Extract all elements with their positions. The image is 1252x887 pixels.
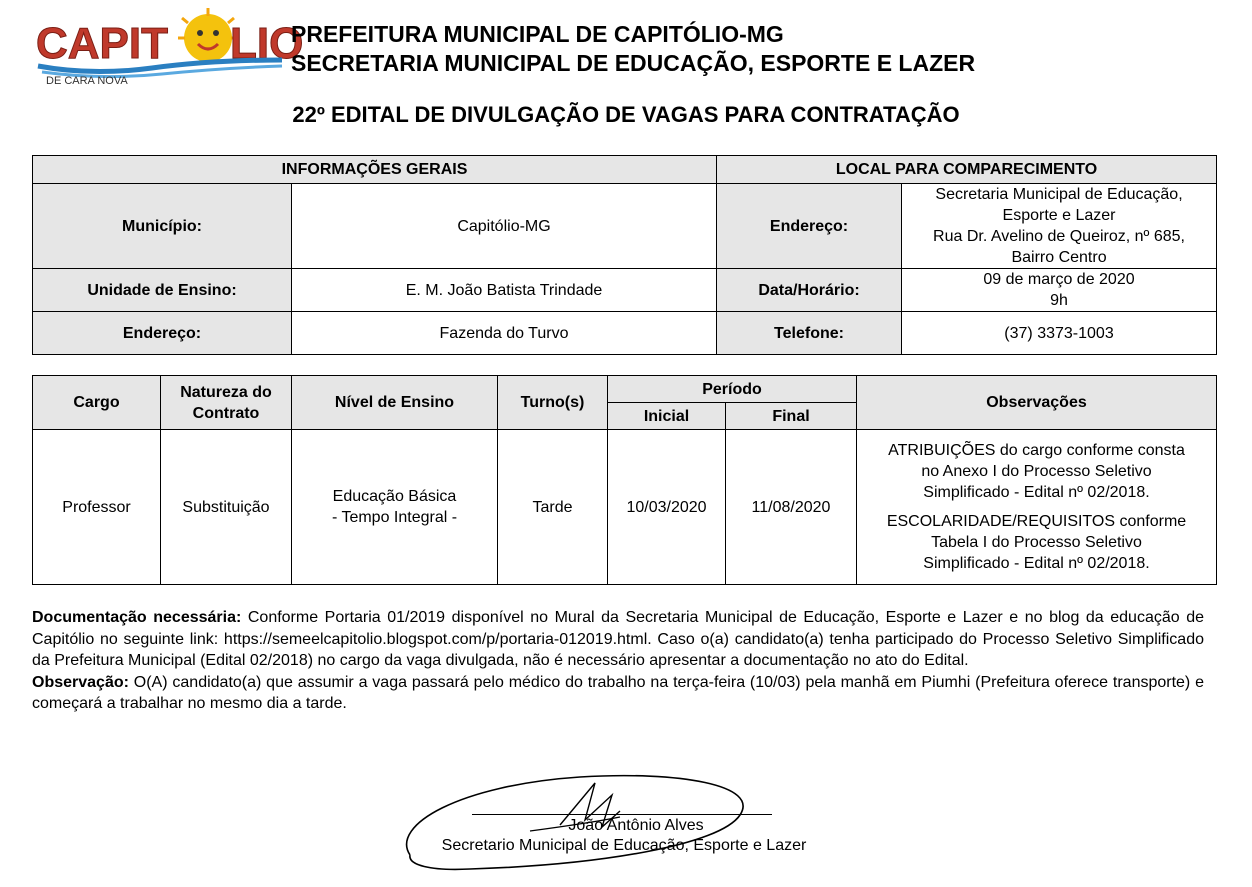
header-nivel: Nível de Ensino xyxy=(292,376,498,430)
value-data-horario: 09 de março de 2020 9h xyxy=(902,269,1217,312)
header-natureza: Natureza do Contrato xyxy=(161,376,292,430)
header-observacoes: Observações xyxy=(857,376,1217,430)
value-telefone: (37) 3373-1003 xyxy=(902,312,1217,355)
header-final: Final xyxy=(726,403,857,430)
logo-word-right: LIO xyxy=(230,19,304,68)
value-endereco: Fazenda do Turvo xyxy=(292,312,717,355)
header-cargo: Cargo xyxy=(33,376,161,430)
sun-icon xyxy=(178,8,238,62)
header-turno: Turno(s) xyxy=(498,376,608,430)
header-informacoes-gerais: INFORMAÇÕES GERAIS xyxy=(33,156,717,184)
header-inicial: Inicial xyxy=(608,403,726,430)
cell-final: 11/08/2020 xyxy=(726,430,857,585)
header-periodo: Período xyxy=(608,376,857,403)
label-telefone: Telefone: xyxy=(717,312,902,355)
signatory-name: João Antônio Alves xyxy=(568,817,704,834)
note-observacao: Observação: O(A) candidato(a) que assumir a vaga passará pelo médico do trabalho na terça-feira (10/03) pela manhã em Piumhi (Prefeitura oferece transporte) e começará a trabalhar no mesmo dia a tarde. xyxy=(32,673,1204,712)
label-endereco: Endereço: xyxy=(33,312,292,355)
logo-tagline: DE CARA NOVA xyxy=(46,75,128,87)
cell-turno: Tarde xyxy=(498,430,608,585)
org-header xyxy=(291,20,975,78)
label-municipio: Município: xyxy=(33,184,292,269)
value-municipio: Capitólio-MG xyxy=(292,184,717,269)
document-title: 22º EDITAL DE DIVULGAÇÃO DE VAGAS PARA CONTRATAÇÃO xyxy=(292,102,960,127)
label-endereco-local: Endereço: xyxy=(717,184,902,269)
vacancies-table xyxy=(32,375,1217,585)
cell-inicial: 10/03/2020 xyxy=(608,430,726,585)
general-info-table xyxy=(32,155,1217,355)
org-line-2: SECRETARIA MUNICIPAL DE EDUCAÇÃO, ESPORTE E LAZER xyxy=(291,50,976,76)
value-endereco-local: Secretaria Municipal de Educação, Esporte e Lazer Rua Dr. Avelino de Queiroz, nº 685, Bairro Centro xyxy=(902,184,1217,269)
signatory-role: Secretario Municipal de Educação, Esporte e Lazer xyxy=(441,837,807,854)
notes-section xyxy=(32,607,1204,715)
cell-nivel: Educação Básica - Tempo Integral - xyxy=(292,430,498,585)
cell-observacoes xyxy=(857,430,1217,585)
obs-atribuicoes: ATRIBUIÇÕES do cargo conforme consta no Anexo I do Processo Seletivo Simplificado - Edital nº 02/2018. xyxy=(888,442,1185,501)
note-documentacao: Documentação necessária: Conforme Portaria 01/2019 disponível no Mural da Secretaria Municipal de Educação, Esporte e Lazer e no blog da educação de Capitólio no seguinte link: https://semeelcapitolio.blogspot.com/p/portaria-012019.html. Caso o(a) candidato(a) tenha participado do Processo Seletivo Simplificado da Prefeitura Municipal (Edital 02/2018) no cargo da vaga divulgada, não é necessário apresentar a documentação no ato do Edital. xyxy=(32,609,1204,669)
label-data-horario: Data/Horário: xyxy=(717,269,902,312)
table-row xyxy=(33,430,1217,585)
signature-line xyxy=(472,814,772,815)
cell-natureza: Substituição xyxy=(161,430,292,585)
obs-escolaridade: ESCOLARIDADE/REQUISITOS conforme Tabela I do Processo Seletivo Simplificado - Edital nº 02/2018. xyxy=(886,513,1187,572)
capitolio-logo xyxy=(32,8,304,88)
label-unidade: Unidade de Ensino: xyxy=(33,269,292,312)
cell-cargo: Professor xyxy=(33,430,161,585)
header-local-comparecimento: LOCAL PARA COMPARECIMENTO xyxy=(717,156,1217,184)
org-line-1: PREFEITURA MUNICIPAL DE CAPITÓLIO-MG xyxy=(291,21,784,47)
logo-word-left: CAPIT xyxy=(36,19,168,68)
value-unidade: E. M. João Batista Trindade xyxy=(292,269,717,312)
